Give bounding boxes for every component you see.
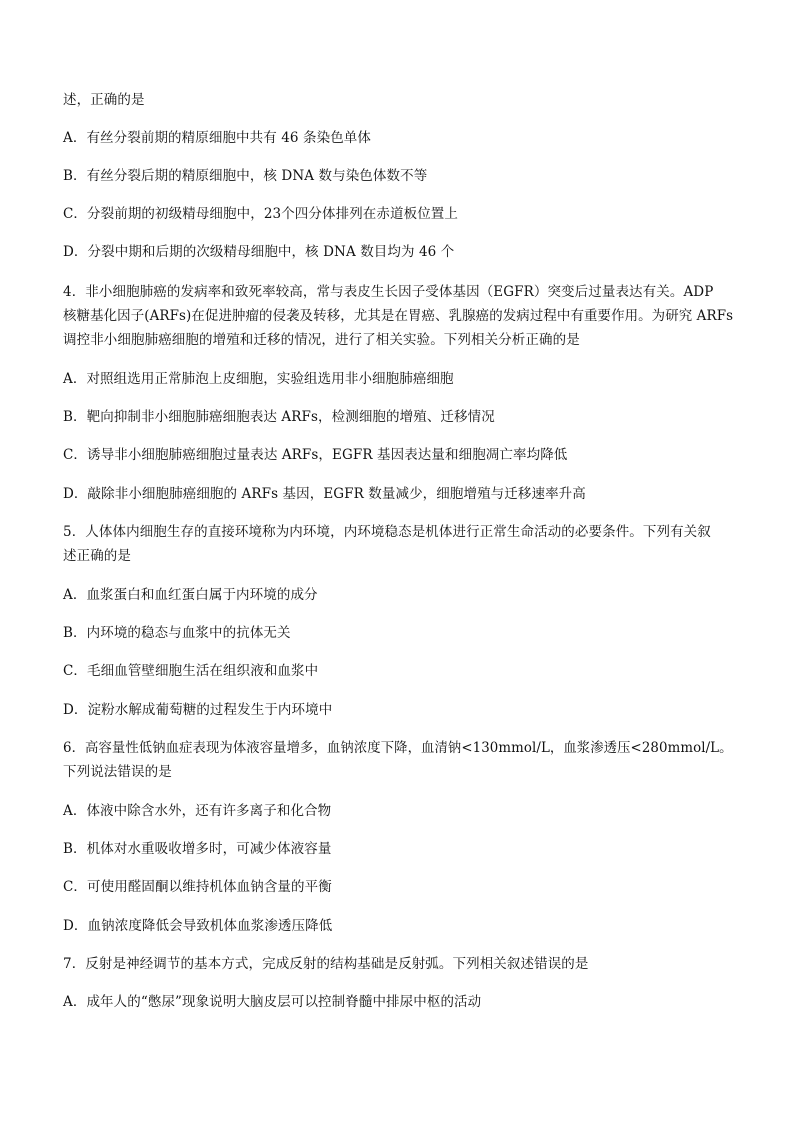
q5-option-b: B．内环境的稳态与血浆中的抗体无关 bbox=[63, 625, 291, 641]
q6-option-b: B．机体对水重吸收增多时，可减少体液容量 bbox=[63, 841, 332, 857]
q7-stem: 7．反射是神经调节的基本方式，完成反射的结构基础是反射弧。下列相关叙述错误的是 bbox=[63, 956, 589, 972]
q6-option-a: A．体液中除含水外，还有许多离子和化合物 bbox=[63, 803, 332, 819]
q5-stem-line-1: 5．人体体内细胞生存的直接环境称为内环境，内环境稳态是机体进行正常生命活动的必要条件。下列有关叙 bbox=[63, 524, 711, 540]
q6-stem-line-2: 下列说法错误的是 bbox=[63, 764, 172, 780]
q3-option-b: B．有丝分裂后期的精原细胞中，核 DNA 数与染色体数不等 bbox=[63, 168, 428, 184]
q7-option-a: A．成年人的“憋尿”现象说明大脑皮层可以控制脊髓中排尿中枢的活动 bbox=[63, 994, 482, 1010]
q5-option-d: D．淀粉水解成葡萄糖的过程发生于内环境中 bbox=[63, 702, 333, 718]
q3-stem-continuation: 述，正确的是 bbox=[63, 92, 145, 108]
q3-option-a: A．有丝分裂前期的精原细胞中共有 46 条染色单体 bbox=[63, 130, 372, 146]
q5-option-a: A．血浆蛋白和血红蛋白属于内环境的成分 bbox=[63, 587, 318, 603]
q4-option-a: A．对照组选用正常肺泡上皮细胞，实验组选用非小细胞肺癌细胞 bbox=[63, 371, 454, 387]
q4-stem-line-1: 4．非小细胞肺癌的发病率和致死率较高，常与表皮生长因子受体基因（EGFR）突变后过量表达有关。ADP bbox=[63, 284, 714, 300]
q4-stem-line-3: 调控非小细胞肺癌细胞的增殖和迁移的情况，进行了相关实验。下列相关分析正确的是 bbox=[63, 332, 580, 348]
q6-option-d: D．血钠浓度降低会导致机体血浆渗透压降低 bbox=[63, 918, 333, 934]
q4-stem-line-2: 核糖基化因子(ARFs)在促进肿瘤的侵袭及转移，尤其是在胃癌、乳腺癌的发病过程中有重要作用。为研究 ARFs bbox=[63, 308, 734, 324]
q5-stem-line-2: 述正确的是 bbox=[63, 548, 131, 564]
q3-option-d: D．分裂中期和后期的次级精母细胞中，核 DNA 数目均为 46 个 bbox=[63, 244, 455, 260]
q6-stem-line-1: 6．高容量性低钠血症表现为体液容量增多，血钠浓度下降，血清钠<130mmol/L，血浆渗透压<280mmol/L。 bbox=[63, 740, 733, 756]
q4-option-d: D．敲除非小细胞肺癌细胞的 ARFs 基因，EGFR 数量减少，细胞增殖与迁移速率升高 bbox=[63, 486, 586, 502]
q5-option-c: C．毛细血管壁细胞生活在组织液和血浆中 bbox=[63, 663, 319, 679]
q4-option-c: C．诱导非小细胞肺癌细胞过量表达 ARFs，EGFR 基因表达量和细胞凋亡率均降低 bbox=[63, 447, 568, 463]
q6-option-c: C．可使用醛固酮以维持机体血钠含量的平衡 bbox=[63, 879, 332, 895]
q4-option-b: B．靶向抑制非小细胞肺癌细胞表达 ARFs，检测细胞的增殖、迁移情况 bbox=[63, 409, 495, 425]
q3-option-c: C．分裂前期的初级精母细胞中，23个四分体排列在赤道板位置上 bbox=[63, 206, 459, 222]
